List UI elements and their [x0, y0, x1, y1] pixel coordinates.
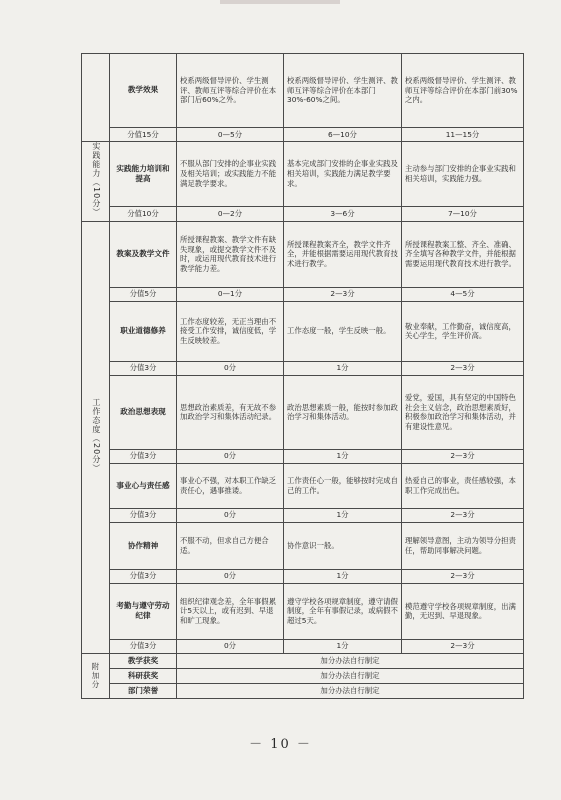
criteria-cell: 事业心不强，对本职工作缺乏责任心，遇事推诿。: [177, 463, 284, 508]
criteria-cell: 协作意识一般。: [284, 522, 402, 569]
criteria-cell: 理解领导意图，主动为领导分担责任，帮助同事解决问题。: [402, 522, 524, 569]
bonus-item-label: 教学获奖: [110, 653, 177, 668]
item-label: 教案及教学文件: [110, 221, 177, 287]
score-row: [82, 207, 524, 222]
criteria-cell: 不服从部门安排的企事业实践及相关培训；或实践能力不能满足教学要求。: [177, 142, 284, 207]
bonus-item-label: 部门荣誉: [110, 683, 177, 698]
score-cell: 2—3分: [402, 639, 524, 653]
criteria-cell: 工作责任心一般，能够按时完成自己的工作。: [284, 463, 402, 508]
criteria-cell: 校系两级督导评价、学生测评、教师互评等综合评价在本部门后60%之外。: [177, 54, 284, 128]
table-row: [82, 221, 524, 287]
score-cell: 1分: [284, 508, 402, 522]
criteria-cell: 遵守学校各项规章制度，遵守请假制度，全年有事假记录，或病假不超过5天。: [284, 583, 402, 639]
criteria-cell: 工作态度较差，无正当理由不接受工作安排，诚信度低，学生反映较差。: [177, 301, 284, 361]
evaluation-table: [81, 53, 524, 699]
category-work-attitude: 工作态度（20分）: [82, 221, 110, 653]
score-label: 分值15分: [110, 128, 177, 142]
bonus-item-label: 科研获奖: [110, 668, 177, 683]
score-cell: 4—5分: [402, 287, 524, 301]
item-label: 职业道德修养: [110, 301, 177, 361]
criteria-cell: 敬业奉献，工作勤奋，诚信度高，关心学生，学生评价高。: [402, 301, 524, 361]
score-cell: 0分: [177, 508, 284, 522]
score-cell: 3—6分: [284, 207, 402, 222]
score-label: 分值3分: [110, 569, 177, 583]
table-row: [82, 142, 524, 207]
criteria-cell: 工作态度一般，学生反映一般。: [284, 301, 402, 361]
bonus-text: 加分办法自行制定: [177, 683, 524, 698]
score-cell: 0—5分: [177, 128, 284, 142]
score-cell: 6—10分: [284, 128, 402, 142]
item-label: 考勤与遵守劳动纪律: [110, 583, 177, 639]
table-row: [82, 54, 524, 128]
criteria-cell: 所授课程教案、教学文件有缺失现象，或提交教学文件不及时，或运用现代教育技术进行教学能力差。: [177, 221, 284, 287]
score-cell: 1分: [284, 449, 402, 463]
item-label: 协作精神: [110, 522, 177, 569]
category-practice: 实践能力（10分）: [82, 142, 110, 222]
table-row: [82, 301, 524, 361]
score-cell: 11—15分: [402, 128, 524, 142]
score-cell: 1分: [284, 639, 402, 653]
criteria-cell: 不服不动，但求自己方便合适。: [177, 522, 284, 569]
criteria-cell: 政治思想素质一般，能按时参加政治学习和集体活动。: [284, 375, 402, 449]
score-cell: 2—3分: [402, 361, 524, 375]
page-number: － 10 －: [249, 737, 312, 752]
score-cell: 2—3分: [284, 287, 402, 301]
score-row: [82, 508, 524, 522]
table-row: [82, 583, 524, 639]
criteria-cell: 组织纪律观念差，全年事假累计5天以上，或有迟到、早退和旷工现象。: [177, 583, 284, 639]
score-label: 分值3分: [110, 361, 177, 375]
table-row: [82, 522, 524, 569]
bonus-row: [82, 683, 524, 698]
score-cell: 1分: [284, 361, 402, 375]
criteria-cell: 校系两级督导评价、学生测评、教师互评等综合评价在本部门前30%之内。: [402, 54, 524, 128]
bonus-row: [82, 668, 524, 683]
criteria-cell: 热爱自己的事业，责任感较强，本职工作完成出色。: [402, 463, 524, 508]
score-cell: 0分: [177, 361, 284, 375]
score-cell: 2—3分: [402, 569, 524, 583]
table-row: [82, 375, 524, 449]
criteria-cell: 思想政治素质差，有无故不参加政治学习和集体活动纪录。: [177, 375, 284, 449]
score-label: 分值3分: [110, 449, 177, 463]
score-cell: 2—3分: [402, 449, 524, 463]
score-label: 分值5分: [110, 287, 177, 301]
bonus-text: 加分办法自行制定: [177, 653, 524, 668]
item-label: 实践能力培训和提高: [110, 142, 177, 207]
score-cell: 0分: [177, 639, 284, 653]
item-label: 事业心与责任感: [110, 463, 177, 508]
criteria-cell: 所授课程教案齐全，教学文件齐全，并能根据需要运用现代教育技术进行教学。: [284, 221, 402, 287]
table-row: [82, 463, 524, 508]
criteria-cell: 爱党，爱国，具有坚定的中国特色社会主义信念，政治思想素质好，积极参加政治学习和集体活动，并有建设性意见。: [402, 375, 524, 449]
score-row: [82, 361, 524, 375]
score-cell: 0分: [177, 449, 284, 463]
score-cell: 2—3分: [402, 508, 524, 522]
bonus-text: 加分办法自行制定: [177, 668, 524, 683]
score-row: [82, 128, 524, 142]
criteria-cell: 模范遵守学校各项规章制度，出满勤，无迟到、早退现象。: [402, 583, 524, 639]
item-label: 教学效果: [110, 54, 177, 128]
score-cell: 0分: [177, 569, 284, 583]
bonus-row: [82, 653, 524, 668]
item-label: 政治思想表现: [110, 375, 177, 449]
score-row: [82, 449, 524, 463]
score-cell: 7—10分: [402, 207, 524, 222]
score-label: 分值10分: [110, 207, 177, 222]
criteria-cell: 所授课程教案工整、齐全、准确、齐全填写各种教学文件，并能根据需要运用现代教育技术进行教学。: [402, 221, 524, 287]
score-label: 分值3分: [110, 639, 177, 653]
score-cell: 0—1分: [177, 287, 284, 301]
score-label: 分值3分: [110, 508, 177, 522]
criteria-cell: 基本完成部门安排的企事业实践及相关培训，实践能力满足教学要求。: [284, 142, 402, 207]
score-cell: 1分: [284, 569, 402, 583]
criteria-cell: 主动参与部门安排的企事业实践和相关培训，实践能力强。: [402, 142, 524, 207]
score-row: [82, 639, 524, 653]
score-row: [82, 569, 524, 583]
scan-mark: [220, 0, 340, 4]
criteria-cell: 校系两级督导评价、学生测评、教师互评等综合评价在本部门30%-60%之间。: [284, 54, 402, 128]
score-row: [82, 287, 524, 301]
score-cell: 0—2分: [177, 207, 284, 222]
category-bonus: 附加分: [82, 653, 110, 698]
category-cell-blank: [82, 54, 110, 142]
